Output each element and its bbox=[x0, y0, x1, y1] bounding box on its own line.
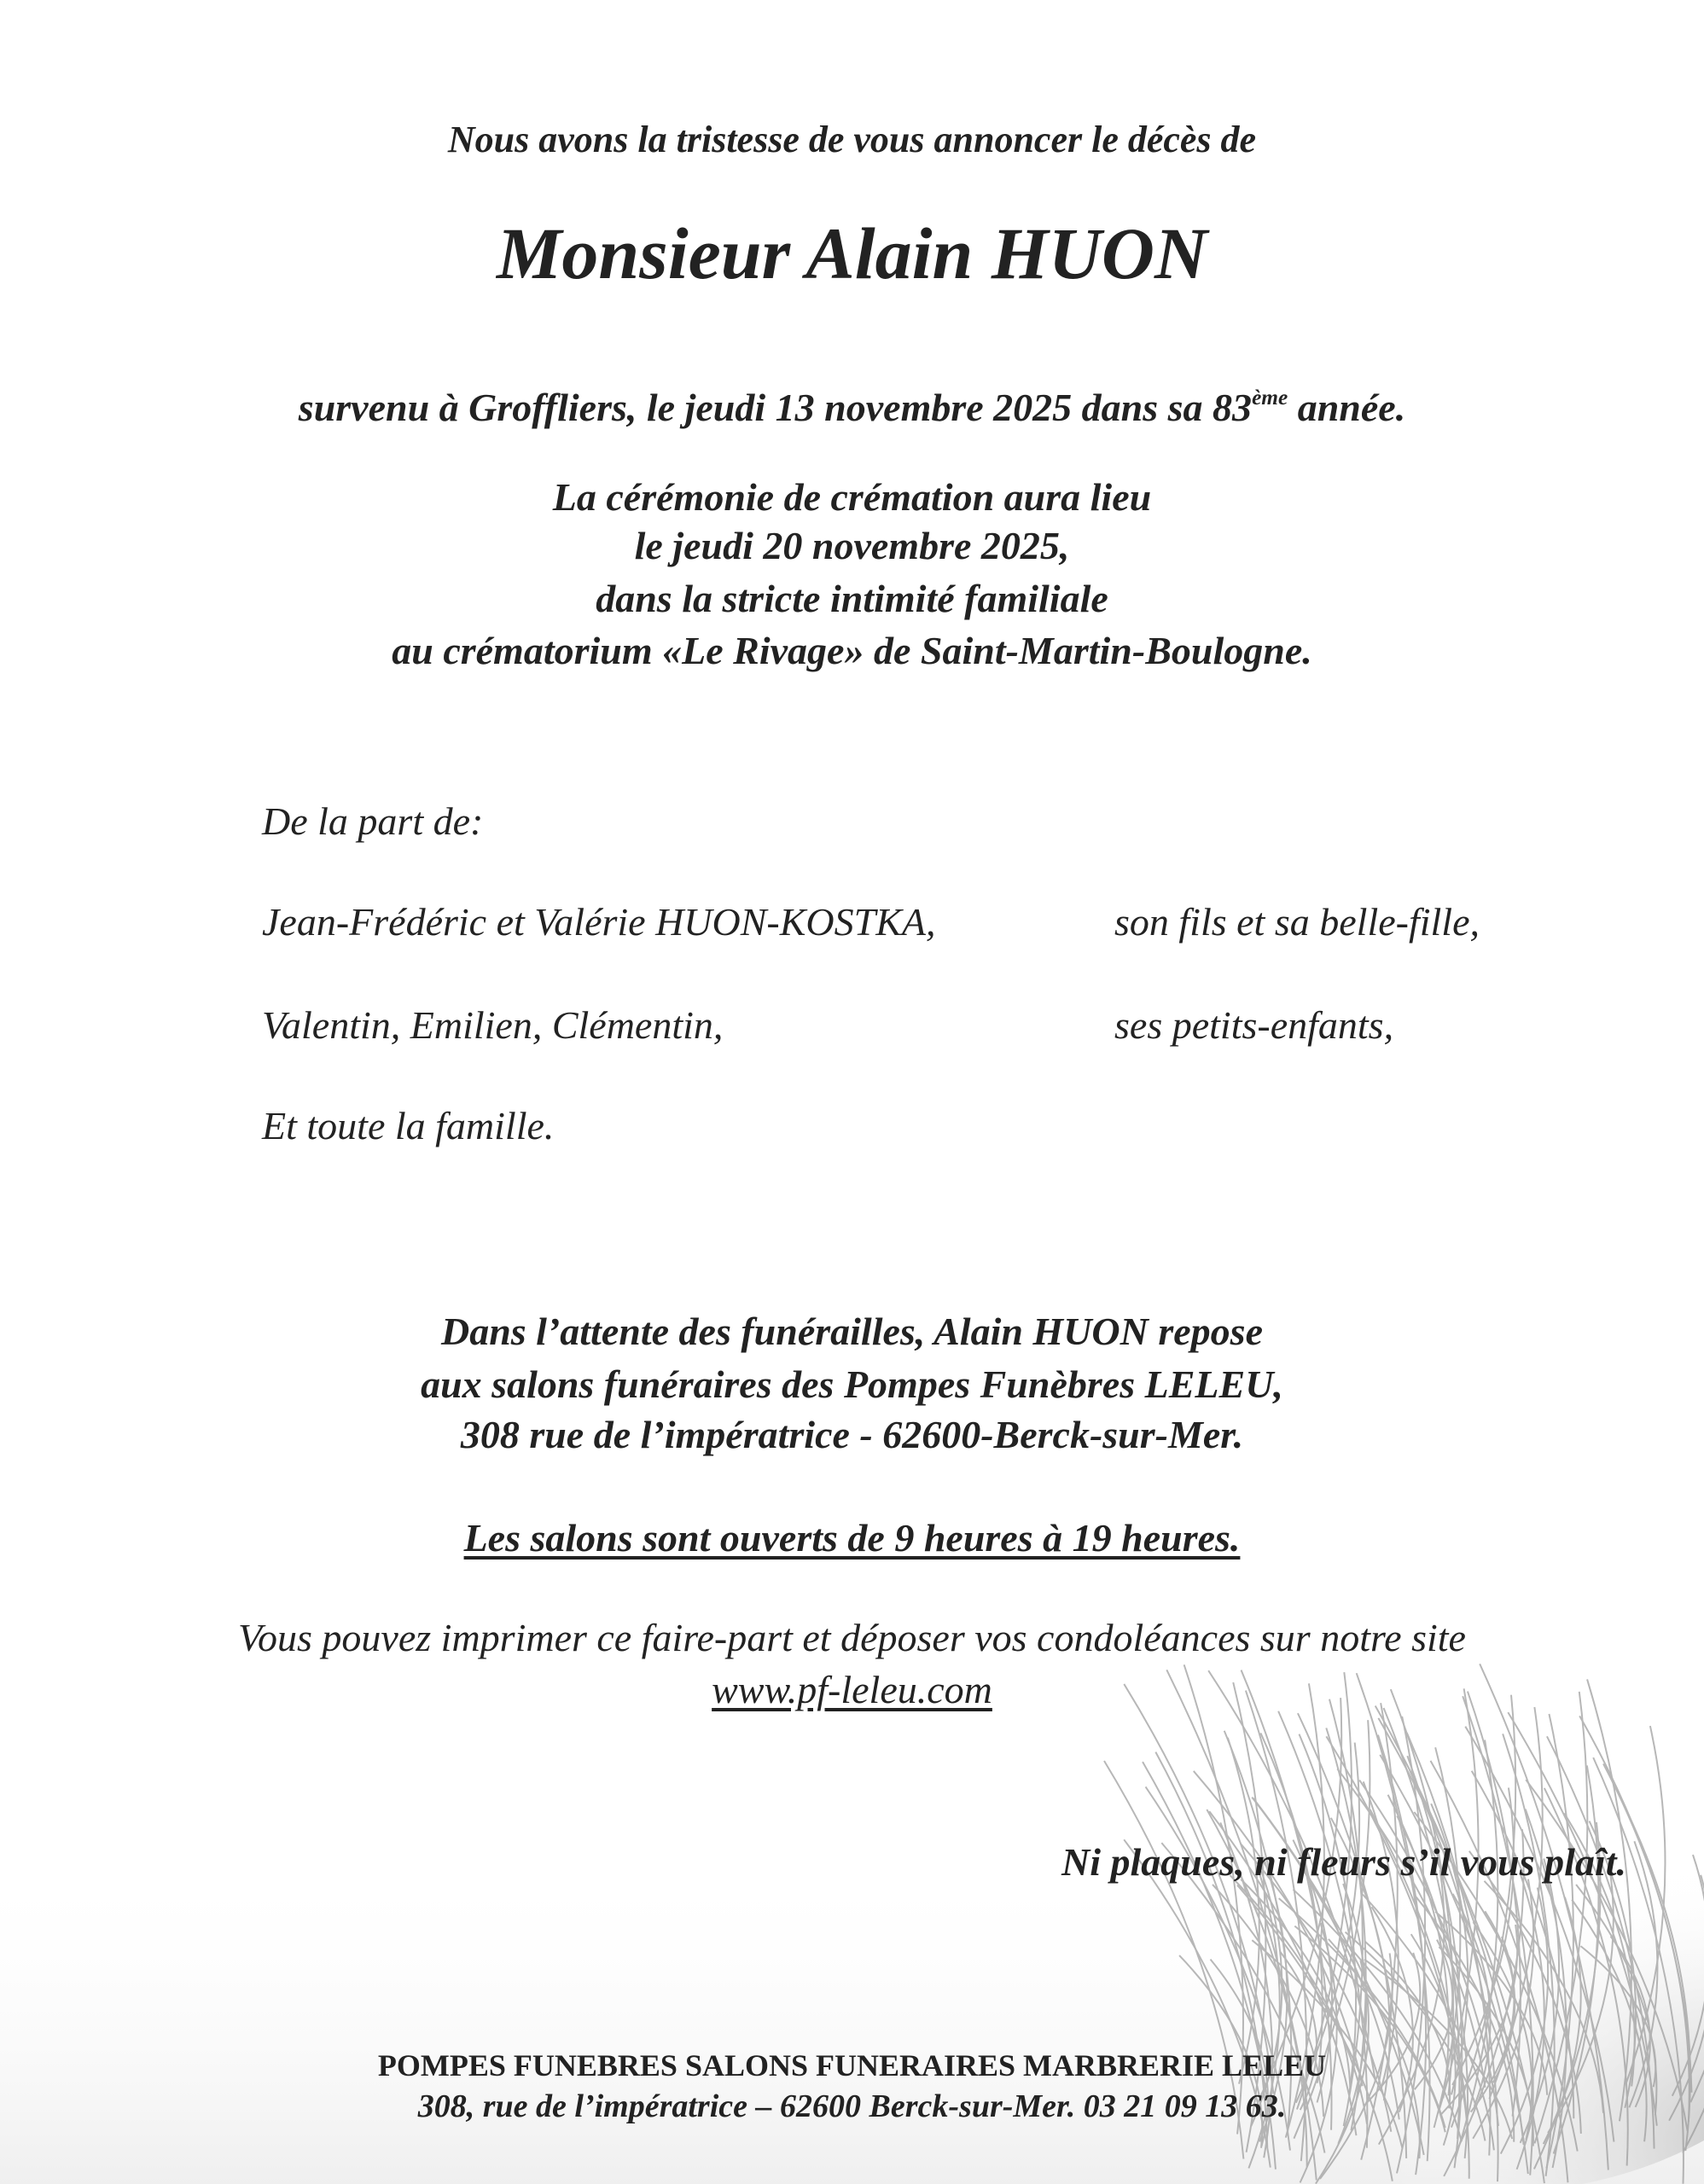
death-tail: année. bbox=[1288, 386, 1406, 429]
ceremony-line: au crématorium «Le Rivage» de Saint-Martin-Boulogne. bbox=[392, 629, 1312, 672]
intro-text: Nous avons la tristesse de vous annoncer le décès de bbox=[447, 119, 1257, 160]
family-relation: son fils et sa belle-fille, bbox=[1114, 900, 1480, 944]
family-closing: Et toute la famille. bbox=[262, 1104, 555, 1147]
ceremony-line: dans la stricte intimité familiale bbox=[596, 577, 1108, 620]
ceremony-line: le jeudi 20 novembre 2025, bbox=[634, 524, 1070, 567]
website-link[interactable]: www.pf-leleu.com bbox=[712, 1668, 992, 1711]
no-flowers-note: Ni plaques, ni fleurs s’il vous plaît. bbox=[1061, 1840, 1626, 1884]
ordinal-suffix: ème bbox=[1252, 386, 1288, 410]
opening-hours: Les salons sont ouverts de 9 heures à 19 heures. bbox=[463, 1516, 1241, 1560]
online-condolences-text: Vous pouvez imprimer ce faire-part et déposer vos condoléances sur notre site bbox=[238, 1616, 1466, 1659]
footer-company: POMPES FUNEBRES SALONS FUNERAIRES MARBRERIE LELEU bbox=[377, 2048, 1327, 2082]
repose-line: aux salons funéraires des Pompes Funèbres LELEU, bbox=[421, 1362, 1283, 1406]
deceased-name: Monsieur Alain HUON bbox=[496, 212, 1208, 294]
repose-line: 308 rue de l’impératrice - 62600-Berck-sur-Mer. bbox=[460, 1413, 1244, 1456]
from-label: De la part de: bbox=[262, 799, 484, 843]
ceremony-line: La cérémonie de crémation aura lieu bbox=[552, 475, 1152, 519]
family-relation: ses petits-enfants, bbox=[1114, 1003, 1394, 1047]
death-text: survenu à Groffliers, le jeudi 13 novembre 2025 dans sa 83 bbox=[298, 386, 1253, 429]
death-notice bbox=[0, 384, 1704, 431]
footer-address: 308, rue de l’impératrice – 62600 Berck-sur-Mer. 03 21 09 13 63. bbox=[417, 2088, 1287, 2124]
family-names: Jean-Frédéric et Valérie HUON-KOSTKA, bbox=[262, 900, 936, 944]
family-names: Valentin, Emilien, Clémentin, bbox=[262, 1003, 724, 1047]
repose-line: Dans l’attente des funérailles, Alain HUON repose bbox=[440, 1310, 1264, 1353]
